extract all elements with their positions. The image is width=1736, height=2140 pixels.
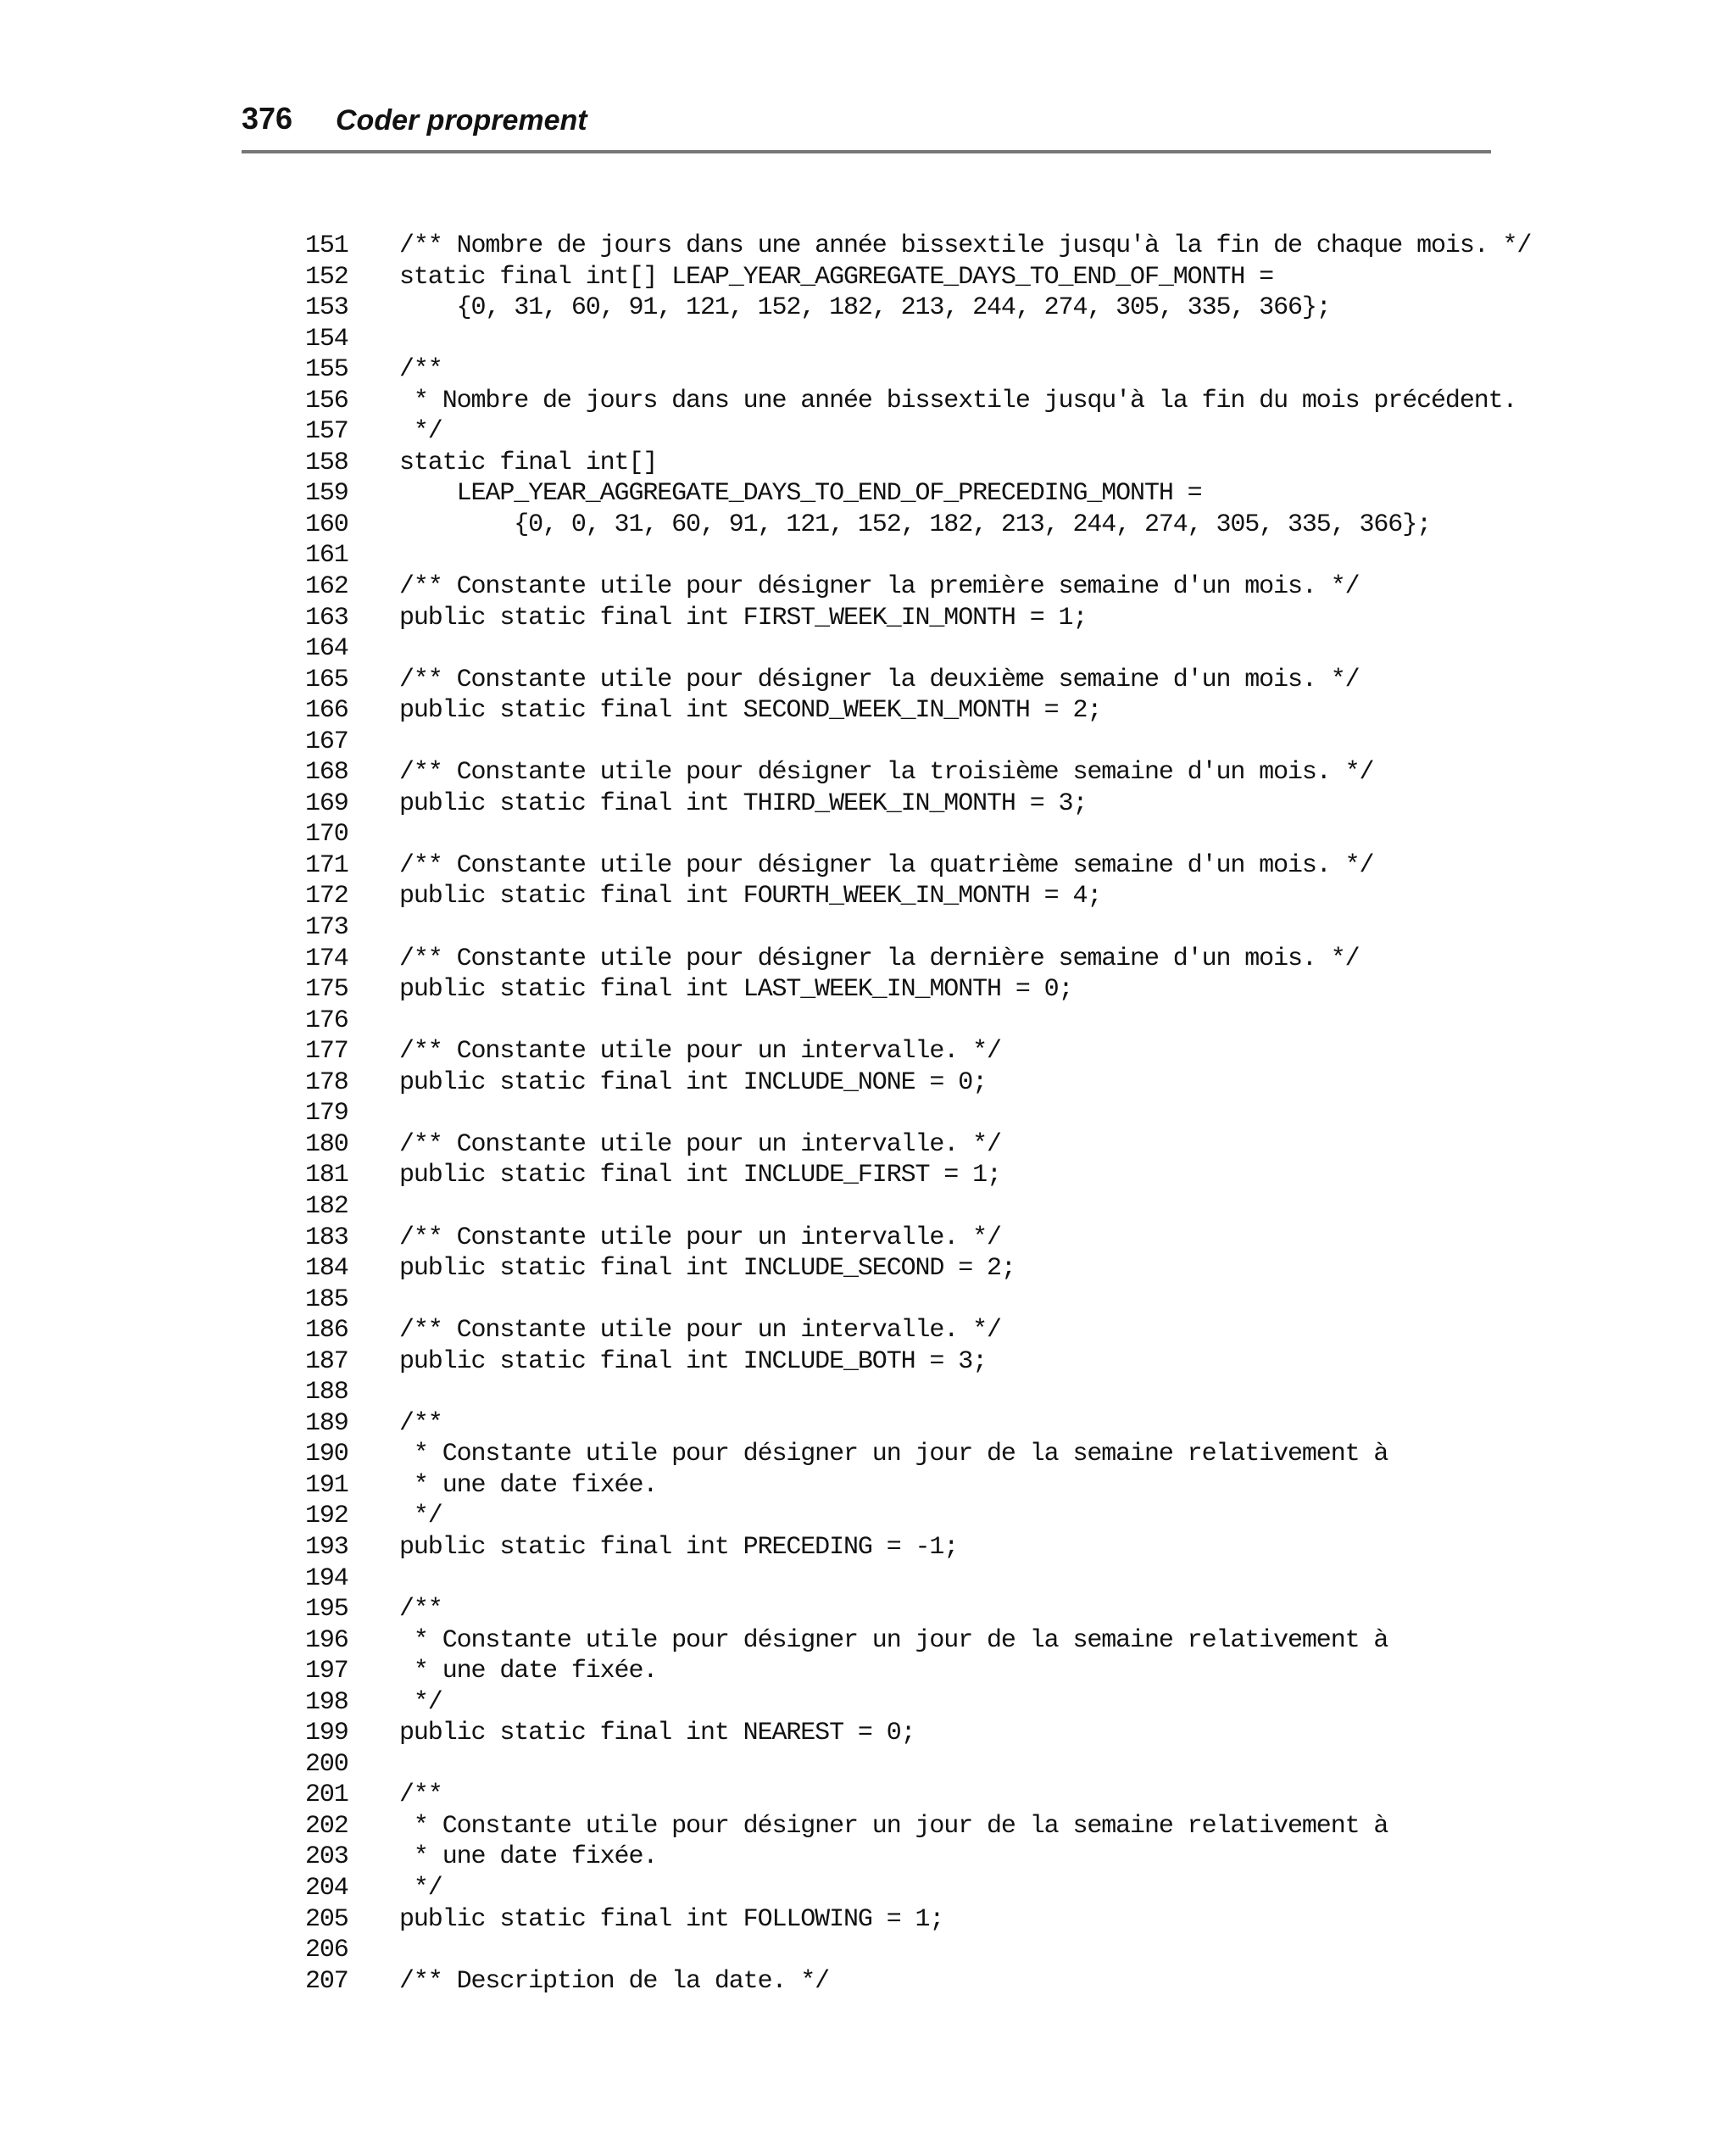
line-code xyxy=(399,1563,1492,1595)
code-line xyxy=(305,1036,1492,1067)
line-code: {0, 0, 31, 60, 91, 121, 152, 182, 213, 244, 274, 305, 335, 366}; xyxy=(399,510,1432,539)
line-code xyxy=(399,912,1492,944)
line-code: {0, 31, 60, 91, 121, 152, 182, 213, 244, 274, 305, 335, 366}; xyxy=(399,293,1331,323)
code-line xyxy=(305,1346,1492,1378)
line-number: 192 xyxy=(305,1502,348,1531)
line-code: public static final int INCLUDE_NONE = 0; xyxy=(399,1067,988,1097)
line-number: 194 xyxy=(305,1563,348,1593)
code-line xyxy=(305,881,1492,912)
code-line xyxy=(305,231,1532,262)
line-code: * Constante utile pour désigner un jour de la semaine relativement à xyxy=(399,1625,1388,1655)
code-line xyxy=(305,1160,1492,1191)
line-number: 167 xyxy=(305,727,348,756)
line-code: */ xyxy=(399,1873,442,1903)
line-number: 159 xyxy=(305,479,348,509)
code-line xyxy=(305,1904,1492,1936)
line-number: 163 xyxy=(305,603,348,633)
line-number: 182 xyxy=(305,1191,348,1221)
code-line xyxy=(305,603,1492,634)
line-number: 160 xyxy=(305,510,348,539)
line-number: 165 xyxy=(305,665,348,694)
code-line xyxy=(305,1873,1492,1904)
line-code: public static final int INCLUDE_SECOND = 2; xyxy=(399,1254,1015,1284)
line-number: 191 xyxy=(305,1470,348,1500)
code-line xyxy=(305,571,1492,603)
line-number: 203 xyxy=(305,1842,348,1872)
line-number: 180 xyxy=(305,1129,348,1159)
book-title: Coder proprement xyxy=(336,104,587,137)
code-line xyxy=(305,293,1492,324)
code-line xyxy=(305,850,1492,882)
code-line xyxy=(305,974,1492,1006)
line-number: 197 xyxy=(305,1657,348,1686)
line-code: */ xyxy=(399,1687,442,1717)
code-line xyxy=(305,1594,1492,1625)
line-number: 186 xyxy=(305,1316,348,1346)
line-number: 207 xyxy=(305,1966,348,1996)
line-number: 158 xyxy=(305,448,348,477)
line-code: /** Description de la date. */ xyxy=(399,1966,830,1996)
line-number: 168 xyxy=(305,758,348,788)
code-line xyxy=(305,1811,1492,1842)
line-number: 164 xyxy=(305,634,348,664)
code-line xyxy=(305,1315,1492,1346)
code-line xyxy=(305,1718,1492,1749)
line-code xyxy=(399,633,1492,665)
line-code: /** Constante utile pour désigner la première semaine d'un mois. */ xyxy=(399,572,1360,602)
code-line xyxy=(305,1098,1492,1129)
line-code: /** xyxy=(399,1781,442,1810)
line-code: * Constante utile pour désigner un jour de la semaine relativement à xyxy=(399,1440,1388,1469)
code-line xyxy=(305,1285,1492,1316)
line-code: * Nombre de jours dans une année bissextile jusqu'à la fin du mois précédent. xyxy=(399,386,1517,415)
line-code: public static final int FIRST_WEEK_IN_MONTH = 1; xyxy=(399,603,1088,633)
line-code: /** Constante utile pour un intervalle. */ xyxy=(399,1223,1001,1252)
code-line xyxy=(305,789,1492,820)
line-code: /** Constante utile pour désigner la quatrième semaine d'un mois. */ xyxy=(399,850,1374,880)
line-number: 166 xyxy=(305,696,348,726)
page-number: 376 xyxy=(242,101,293,136)
code-line xyxy=(305,757,1492,789)
line-number: 173 xyxy=(305,913,348,943)
code-line xyxy=(305,1129,1492,1161)
line-code: * une date fixée. xyxy=(399,1470,658,1500)
line-number: 187 xyxy=(305,1346,348,1376)
line-code: public static final int FOURTH_WEEK_IN_MONTH = 4; xyxy=(399,882,1102,911)
line-code: /** Constante utile pour un intervalle. */ xyxy=(399,1037,1001,1067)
line-code: /** xyxy=(399,355,442,385)
line-number: 181 xyxy=(305,1161,348,1190)
line-number: 162 xyxy=(305,572,348,602)
line-code xyxy=(399,540,1492,571)
code-line xyxy=(305,944,1492,975)
line-code: public static final int THIRD_WEEK_IN_MONTH = 3; xyxy=(399,789,1088,818)
line-number: 205 xyxy=(305,1904,348,1934)
line-code: /** Constante utile pour désigner la troisième semaine d'un mois. */ xyxy=(399,758,1374,788)
line-code: /** xyxy=(399,1408,442,1438)
line-number: 190 xyxy=(305,1440,348,1469)
code-line xyxy=(305,1377,1492,1408)
line-number: 201 xyxy=(305,1781,348,1810)
code-line xyxy=(305,1470,1492,1502)
code-line xyxy=(305,416,1492,448)
code-line xyxy=(305,727,1492,758)
line-number: 161 xyxy=(305,541,348,571)
line-code xyxy=(399,1285,1492,1316)
code-line xyxy=(305,1532,1492,1563)
line-code xyxy=(399,727,1492,758)
code-line xyxy=(305,1780,1492,1811)
code-line xyxy=(305,1966,1492,1998)
line-number: 179 xyxy=(305,1099,348,1129)
line-code: /** Constante utile pour désigner la deuxième semaine d'un mois. */ xyxy=(399,665,1360,694)
line-code: public static final int LAST_WEEK_IN_MONTH = 0; xyxy=(399,975,1073,1005)
code-line xyxy=(305,1625,1492,1657)
line-number: 151 xyxy=(305,231,348,260)
code-line xyxy=(305,1223,1492,1254)
line-code: static final int[] LEAP_YEAR_AGGREGATE_DAYS_TO_END_OF_MONTH = xyxy=(399,262,1274,292)
line-number: 153 xyxy=(305,293,348,323)
line-code: /** Constante utile pour désigner la dernière semaine d'un mois. */ xyxy=(399,944,1360,973)
line-code xyxy=(399,324,1492,355)
line-number: 184 xyxy=(305,1254,348,1284)
line-code xyxy=(399,1935,1492,1966)
line-code: */ xyxy=(399,1502,442,1531)
code-line xyxy=(305,1408,1492,1440)
line-code: /** xyxy=(399,1595,442,1625)
code-line xyxy=(305,819,1492,850)
line-number: 189 xyxy=(305,1408,348,1438)
line-code: public static final int INCLUDE_BOTH = 3; xyxy=(399,1346,988,1376)
line-number: 183 xyxy=(305,1223,348,1252)
line-code: /** Constante utile pour un intervalle. */ xyxy=(399,1316,1001,1346)
header-rule xyxy=(242,150,1491,153)
line-code xyxy=(399,1006,1492,1037)
line-number: 202 xyxy=(305,1811,348,1841)
line-number: 174 xyxy=(305,944,348,973)
line-number: 155 xyxy=(305,355,348,385)
line-code xyxy=(399,1749,1492,1781)
line-code: /** Constante utile pour un intervalle. */ xyxy=(399,1129,1001,1159)
code-line xyxy=(305,510,1492,541)
line-number: 206 xyxy=(305,1936,348,1965)
code-line xyxy=(305,1006,1492,1037)
line-number: 200 xyxy=(305,1749,348,1779)
code-line xyxy=(305,324,1492,355)
line-number: 185 xyxy=(305,1285,348,1314)
code-line xyxy=(305,354,1492,386)
code-line xyxy=(305,262,1492,293)
line-code: static final int[] xyxy=(399,448,658,477)
line-number: 199 xyxy=(305,1719,348,1748)
line-number: 172 xyxy=(305,882,348,911)
line-code: public static final int PRECEDING = -1; xyxy=(399,1532,959,1562)
code-listing xyxy=(305,231,1532,1997)
line-number: 176 xyxy=(305,1006,348,1035)
line-code xyxy=(399,1098,1492,1129)
code-line xyxy=(305,912,1492,944)
code-line xyxy=(305,1656,1492,1687)
code-line xyxy=(305,1842,1492,1873)
line-number: 204 xyxy=(305,1873,348,1903)
code-line xyxy=(305,1563,1492,1595)
code-line xyxy=(305,1253,1492,1285)
line-code: */ xyxy=(399,417,442,447)
line-code: * une date fixée. xyxy=(399,1842,658,1872)
code-line xyxy=(305,633,1492,665)
line-code xyxy=(399,1377,1492,1408)
line-code xyxy=(399,1191,1492,1223)
line-number: 177 xyxy=(305,1037,348,1067)
line-code xyxy=(399,819,1492,850)
line-number: 196 xyxy=(305,1625,348,1655)
line-number: 188 xyxy=(305,1378,348,1407)
line-number: 193 xyxy=(305,1532,348,1562)
line-number: 178 xyxy=(305,1067,348,1097)
line-code: public static final int SECOND_WEEK_IN_MONTH = 2; xyxy=(399,696,1102,726)
code-line xyxy=(305,478,1492,510)
code-line xyxy=(305,1749,1492,1781)
line-number: 175 xyxy=(305,975,348,1005)
code-line xyxy=(305,1067,1492,1099)
code-line xyxy=(305,1191,1492,1223)
line-code: LEAP_YEAR_AGGREGATE_DAYS_TO_END_OF_PRECEDING_MONTH = xyxy=(399,479,1202,509)
code-line xyxy=(305,695,1492,727)
code-line xyxy=(305,1687,1492,1719)
line-number: 169 xyxy=(305,789,348,818)
line-number: 195 xyxy=(305,1595,348,1625)
line-number: 171 xyxy=(305,850,348,880)
line-number: 198 xyxy=(305,1687,348,1717)
code-line xyxy=(305,448,1492,479)
code-line xyxy=(305,540,1492,571)
line-code: /** Nombre de jours dans une année bissextile jusqu'à la fin de chaque mois. */ xyxy=(399,231,1532,260)
page-header xyxy=(242,100,1491,153)
line-code: * Constante utile pour désigner un jour de la semaine relativement à xyxy=(399,1811,1388,1841)
line-code: public static final int INCLUDE_FIRST = 1; xyxy=(399,1161,1001,1190)
line-number: 152 xyxy=(305,262,348,292)
line-number: 156 xyxy=(305,386,348,415)
line-number: 154 xyxy=(305,324,348,354)
line-number: 170 xyxy=(305,820,348,850)
code-line xyxy=(305,1439,1492,1470)
line-code: public static final int FOLLOWING = 1; xyxy=(399,1904,944,1934)
code-line xyxy=(305,1935,1492,1966)
line-code: * une date fixée. xyxy=(399,1657,658,1686)
code-line xyxy=(305,1501,1492,1532)
line-number: 157 xyxy=(305,417,348,447)
code-line xyxy=(305,386,1517,417)
line-code: public static final int NEAREST = 0; xyxy=(399,1719,915,1748)
code-line xyxy=(305,665,1492,696)
